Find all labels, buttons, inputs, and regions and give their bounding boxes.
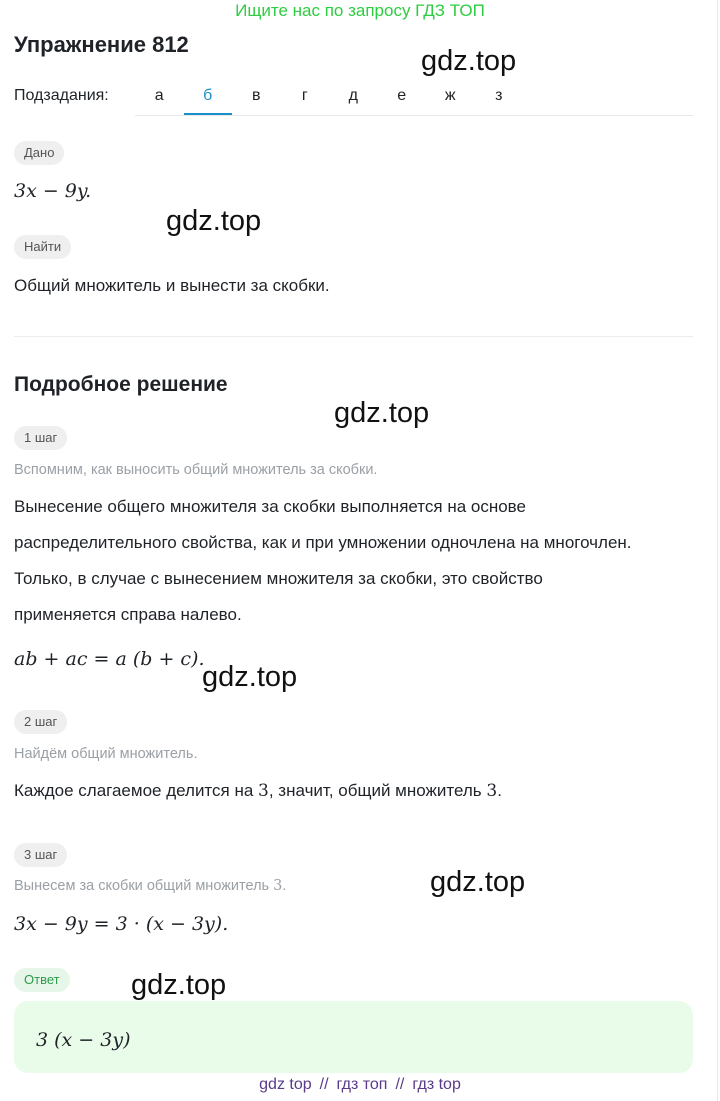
exercise-title: Упражнение 812 bbox=[14, 32, 189, 57]
step3-hint-end: . bbox=[282, 878, 287, 894]
step3-chip: 3 шаг bbox=[14, 843, 67, 867]
footer-link-2[interactable]: гдз топ bbox=[336, 1076, 388, 1093]
answer-box bbox=[14, 1001, 693, 1073]
subtask-tab-zh[interactable]: ж bbox=[444, 87, 456, 104]
find-text: Общий множитель и вынести за скобки. bbox=[14, 276, 330, 295]
watermark: gdz.top bbox=[430, 866, 526, 898]
step1-line-4: применяется справа налево. bbox=[14, 605, 242, 624]
step2-number-2: 3 bbox=[486, 781, 498, 801]
footer-link-3[interactable]: гдз top bbox=[412, 1076, 461, 1093]
step2-text-middle: , значит, общий множитель bbox=[268, 781, 487, 800]
watermark: gdz.top bbox=[202, 661, 298, 693]
step1-line-3: Только, в случае с вынесением множителя за скобки, это свойство bbox=[14, 569, 543, 588]
watermark: gdz.top bbox=[166, 205, 262, 237]
step2-number-1: 3 bbox=[258, 781, 269, 801]
right-border bbox=[717, 0, 718, 1101]
watermark: gdz.top bbox=[334, 397, 430, 429]
subtask-tab-a[interactable]: а bbox=[154, 87, 164, 104]
step3-hint-number: 3 bbox=[273, 878, 283, 894]
step1-formula: ab + ac = a (b + c). bbox=[14, 648, 205, 670]
step2-text bbox=[14, 781, 502, 801]
footer-separator: // bbox=[319, 1076, 329, 1093]
find-chip: Найти bbox=[14, 235, 71, 259]
step2-text-before: Каждое слагаемое делится на bbox=[14, 781, 259, 800]
watermark: gdz.top bbox=[131, 969, 227, 1001]
subtasks-tabs bbox=[135, 80, 693, 116]
step1-chip: 1 шаг bbox=[14, 426, 67, 450]
step3-hint-text: Вынесем за скобки общий множитель bbox=[14, 878, 274, 894]
step3-formula: 3x − 9y = 3 · (x − 3y). bbox=[14, 913, 229, 935]
footer-links bbox=[0, 1076, 720, 1094]
search-banner: Ищите нас по запросу ГДЗ ТОП bbox=[235, 1, 485, 20]
step1-line-2: распределительного свойства, как и при умножении одночлена на многочлен. bbox=[14, 533, 632, 552]
footer-link-1[interactable]: gdz top bbox=[259, 1076, 312, 1093]
subtask-tab-v[interactable]: в bbox=[252, 87, 261, 104]
solution-title: Подробное решение bbox=[14, 373, 228, 396]
section-divider bbox=[14, 336, 693, 337]
given-expression: 3x − 9y. bbox=[14, 180, 92, 202]
footer-separator: // bbox=[395, 1076, 405, 1093]
watermark: gdz.top bbox=[421, 45, 517, 77]
subtask-tab-d[interactable]: д bbox=[348, 87, 358, 104]
step3-hint bbox=[14, 878, 286, 894]
subtask-tab-g[interactable]: г bbox=[301, 87, 308, 104]
step1-hint: Вспомним, как выносить общий множитель за скобки. bbox=[14, 462, 378, 478]
subtasks-label: Подзадания: bbox=[14, 87, 109, 104]
answer-chip: Ответ bbox=[14, 968, 70, 992]
subtask-tab-e[interactable]: е bbox=[397, 87, 407, 104]
step2-text-after: . bbox=[497, 781, 502, 800]
subtask-tab-b[interactable]: б bbox=[184, 80, 233, 115]
given-chip: Дано bbox=[14, 141, 64, 165]
step1-line-1: Вынесение общего множителя за скобки выполняется на основе bbox=[14, 497, 526, 516]
answer-value: 3 (x − 3y) bbox=[36, 1029, 131, 1051]
step2-chip: 2 шаг bbox=[14, 710, 67, 734]
step2-hint: Найдём общий множитель. bbox=[14, 746, 198, 762]
subtask-tab-z[interactable]: з bbox=[495, 87, 503, 104]
